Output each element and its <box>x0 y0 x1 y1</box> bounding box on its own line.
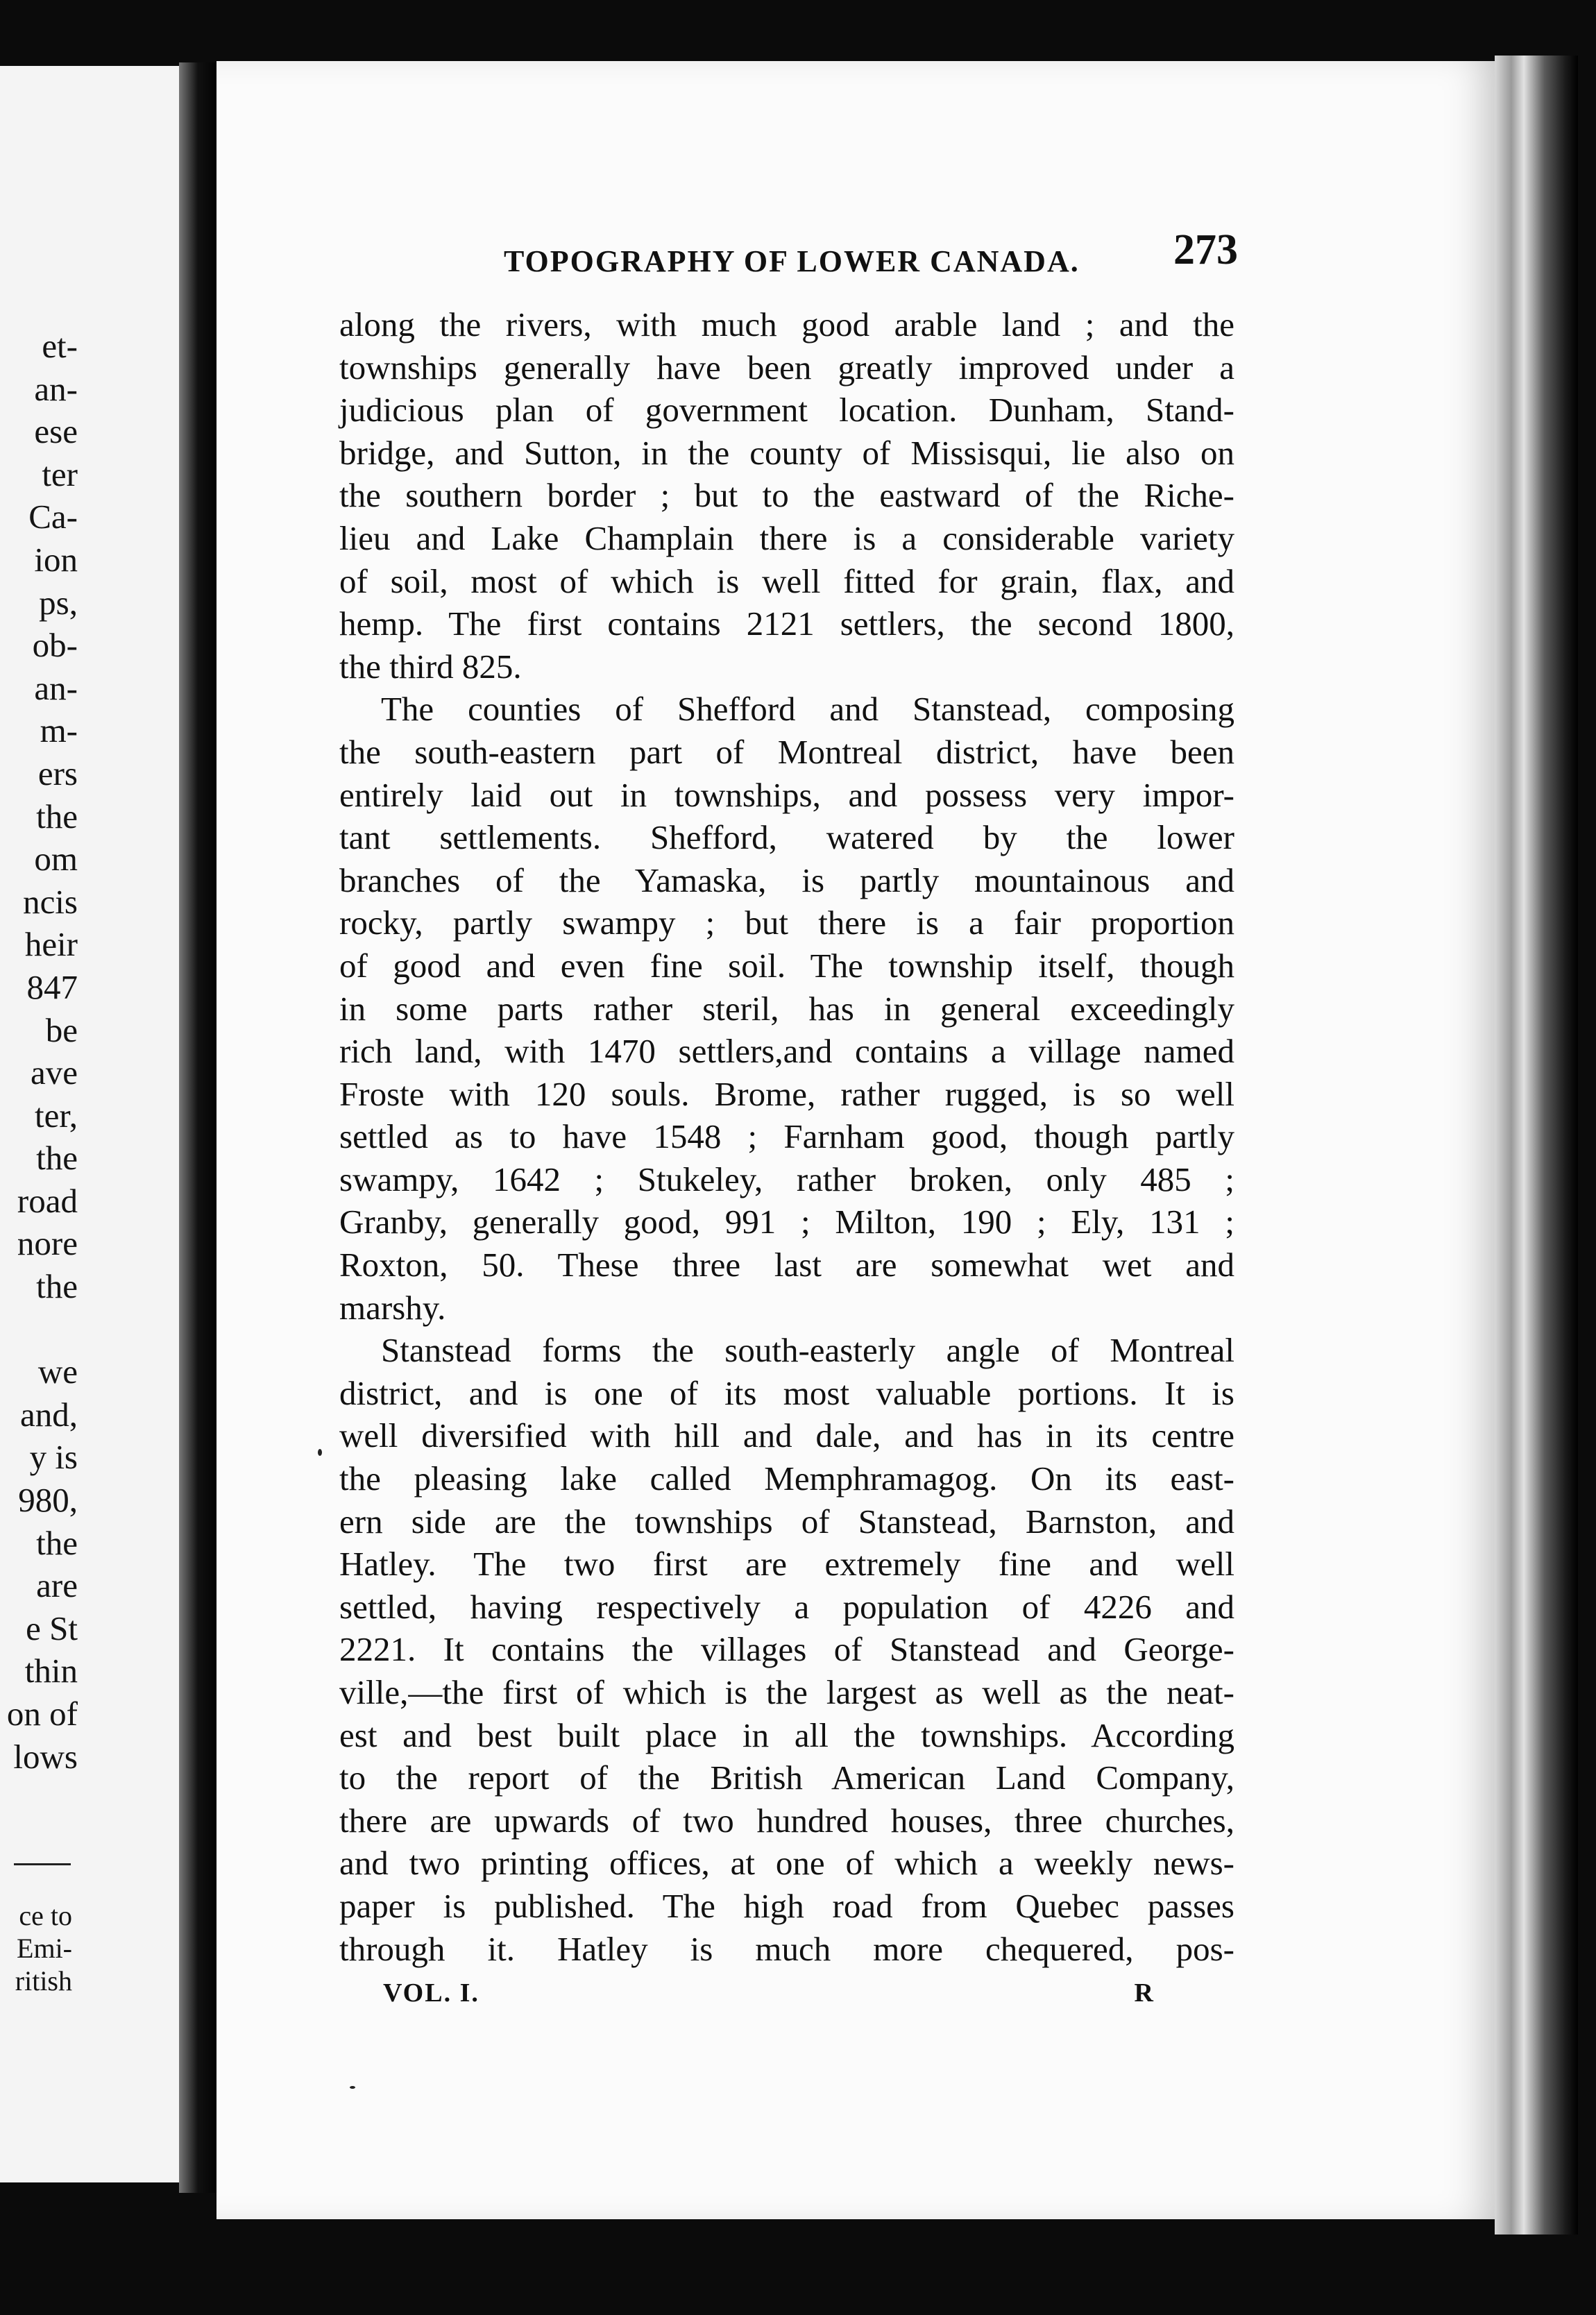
left-page-line: an- <box>34 369 78 408</box>
left-page-line: and, <box>20 1395 78 1434</box>
left-page-line <box>0 1308 78 1351</box>
text-line: the third 825. <box>339 647 522 686</box>
text-line: well diversified with hill and dale, and has in its centre <box>339 1416 1234 1455</box>
left-page-line: ter <box>42 455 78 493</box>
left-facing-page <box>0 66 194 2182</box>
text-line: Roxton, 50. These three last are somewhat wet and <box>339 1246 1234 1284</box>
text-line: settled, having respectively a population of 4226 and <box>339 1587 1234 1626</box>
print-speck <box>350 2086 355 2089</box>
text-line: The counties of Shefford and Stanstead, composing <box>381 690 1234 729</box>
text-line: tant settlements. Shefford, watered by the lower <box>339 818 1234 857</box>
left-page-line: 847 <box>26 967 78 1006</box>
left-page-line: we <box>37 1352 78 1391</box>
volume-mark: VOL. I. <box>383 1978 479 2008</box>
left-page-line: lows <box>13 1737 78 1776</box>
text-line: of good and even fine soil. The township itself, though <box>339 946 1234 985</box>
text-line: 2221. It contains the villages of Stanstead and George- <box>339 1630 1234 1669</box>
left-page-line: the <box>36 1267 78 1306</box>
left-page-footnotes <box>0 1899 72 1997</box>
text-line: settled as to have 1548 ; Farnham good, though partly <box>339 1117 1234 1156</box>
text-line: branches of the Yamaska, is partly mountainous and <box>339 860 1234 899</box>
left-page-line: ncis <box>23 882 78 921</box>
left-page-line: the <box>36 1523 78 1562</box>
text-line: lieu and Lake Champlain there is a considerable variety <box>339 518 1234 557</box>
text-line: bridge, and Sutton, in the county of Missisqui, lie also on <box>339 433 1234 472</box>
left-page-line: the <box>36 797 78 836</box>
text-line: district, and is one of its most valuable portions. It is <box>339 1373 1234 1412</box>
left-page-line: e St <box>26 1609 78 1647</box>
text-line: rocky, partly swampy ; but there is a fair proportion <box>339 904 1234 942</box>
left-page-fragments <box>0 325 78 1778</box>
text-line: the pleasing lake called Memphramagog. On its east- <box>339 1459 1234 1498</box>
text-line: hemp. The first contains 2121 settlers, the second 1800, <box>339 604 1234 643</box>
left-page-line: be <box>45 1010 78 1049</box>
text-line: Granby, generally good, 991 ; Milton, 190 ; Ely, 131 ; <box>339 1203 1234 1241</box>
left-page-line: ps, <box>39 583 78 622</box>
footnote-rule <box>14 1863 71 1865</box>
text-line: paper is published. The high road from Quebec passes <box>339 1886 1234 1925</box>
left-page-line: ese <box>34 412 78 451</box>
text-line: of soil, most of which is well fitted for grain, flax, and <box>339 561 1234 600</box>
text-line: est and best built place in all the townships. According <box>339 1715 1234 1754</box>
text-line: along the rivers, with much good arable land ; and the <box>339 305 1234 344</box>
text-line: townships generally have been greatly improved under a <box>339 348 1234 387</box>
text-line: Hatley. The two first are extremely fine and well <box>339 1545 1234 1584</box>
left-page-line: the <box>36 1139 78 1178</box>
left-footnote-line: Emi- <box>17 1933 72 1964</box>
left-footnote-line: ce to <box>19 1900 72 1931</box>
page-edge-shadow <box>1495 56 1578 2235</box>
print-speck <box>318 1449 322 1456</box>
text-line: marshy. <box>339 1288 446 1327</box>
left-page-line: et- <box>42 327 78 365</box>
left-page-line: road <box>17 1181 78 1220</box>
left-page-line: om <box>34 840 78 879</box>
left-page-line: ob- <box>32 626 78 665</box>
left-page-line: ave <box>31 1053 78 1092</box>
text-line: Froste with 120 souls. Brome, rather rugged, is so well <box>339 1074 1234 1113</box>
left-page-line: m- <box>40 711 78 750</box>
left-page-line: an- <box>34 668 78 707</box>
text-line: Stanstead forms the south-easterly angle of Montreal <box>381 1331 1234 1370</box>
left-page-line: ter, <box>35 1096 78 1135</box>
text-line: there are upwards of two hundred houses, three churches, <box>339 1801 1234 1840</box>
text-line: the southern border ; but to the eastward of the Riche- <box>339 476 1234 515</box>
text-line: ville,—the first of which is the largest as well as the neat- <box>339 1673 1234 1711</box>
text-line: and two printing offices, at one of which a weekly news- <box>339 1844 1234 1883</box>
page-header <box>504 226 1238 281</box>
book-gutter <box>179 62 221 2193</box>
left-page-line: y is <box>29 1438 78 1477</box>
left-page-line: ers <box>37 754 78 792</box>
left-page-line: are <box>36 1566 78 1605</box>
text-line: the south-eastern part of Montreal district, have been <box>339 732 1234 771</box>
signature-mark: R <box>1134 1978 1153 2008</box>
text-line: in some parts rather steril, has in general exceedingly <box>339 989 1234 1028</box>
left-footnote-line: ritish <box>15 1965 72 1996</box>
left-page-line: thin <box>24 1652 78 1690</box>
text-line: judicious plan of government location. Dunham, Stand- <box>339 391 1234 430</box>
left-page-line: nore <box>17 1224 78 1263</box>
left-page-line: ion <box>34 540 78 579</box>
text-line: rich land, with 1470 settlers,and contains a village named <box>339 1032 1234 1071</box>
body-text <box>339 303 1234 1970</box>
left-page-line: 980, <box>18 1481 78 1520</box>
text-line: swampy, 1642 ; Stukeley, rather broken, only 485 ; <box>339 1160 1234 1198</box>
page-number: 273 <box>1173 226 1238 273</box>
left-page-line: Ca- <box>28 498 78 536</box>
left-page-line: on of <box>6 1695 78 1733</box>
text-line: entirely laid out in townships, and possess very impor- <box>339 775 1234 814</box>
text-line: through it. Hatley is much more chequered, pos- <box>339 1929 1234 1968</box>
text-line: ern side are the townships of Stanstead, Barnston, and <box>339 1502 1234 1541</box>
page-footer <box>383 1978 1153 2012</box>
text-line: to the report of the British American Land Company, <box>339 1758 1234 1797</box>
left-page-line: heir <box>24 925 78 964</box>
running-head: TOPOGRAPHY OF LOWER CANADA. <box>504 244 1080 278</box>
